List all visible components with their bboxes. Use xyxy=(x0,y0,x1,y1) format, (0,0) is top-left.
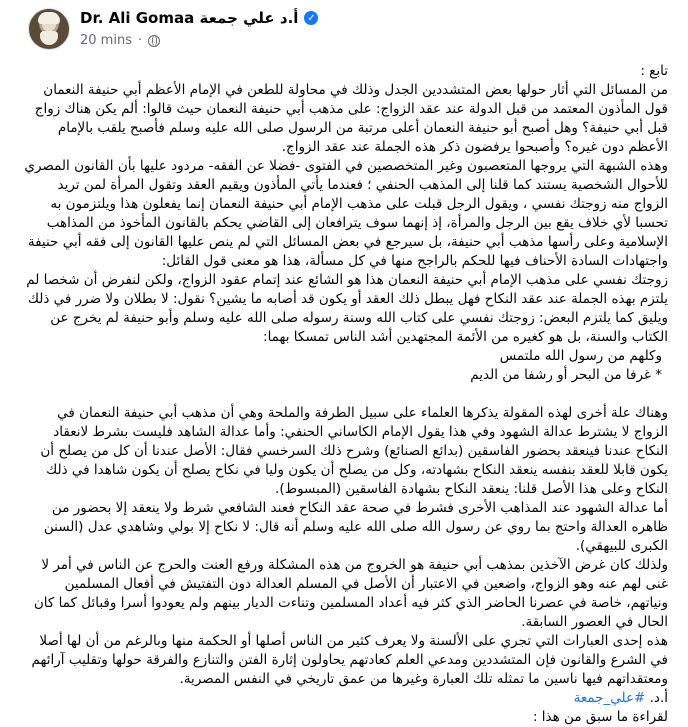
verse-line: * غرفا من البحر أو رشفا من الديم xyxy=(470,367,662,383)
author-row xyxy=(80,9,318,27)
read-previous-line: لقراءة ما سبق من هذا : xyxy=(532,709,668,725)
post-header xyxy=(14,0,674,62)
post-line: تابع : xyxy=(640,63,668,79)
post-paragraph: ولذلك كان غرض الآخذين بمذهب أبي حنيفة هو الخروج من هذه المشكلة ورفع العنت والحرج عن الناس في أمر لا غنى لهم عنه وهو الزواج، واضعين في الاعتبار أن الأصل في المسلم العدالة دون التفتيش في أفعال المسلمين ونياتهم، خاصة في عصرنا الحاضر الذي كثر فيه أعداد المسلمين وتناءت الديار بينهم ولم يعودوا أسرا وقبائل كما كان الحال في العصور السابقة. xyxy=(33,557,668,630)
paragraph-gap xyxy=(20,385,668,404)
post-paragraph: هذه إحدى العبارات التي تجري على الألسنة ولا يعرف كثير من الناس أصلها أو الحكمة منها وبالرغم من أن لها أصلا في الشرع والقانون فإن المتشددين ومدعي العلم كعادتهم يحاولون إثارة الفتن والتنازع والفرقة حولها وتقليب آرائهم ومعتقداتهم فيها ناسين ما تمثله تلك العبارة وغيرها من عمق تاريخي في النفس المصرية. xyxy=(31,633,668,687)
author-name[interactable]: Dr. Ali Gomaa أ.د علي جمعة xyxy=(80,9,299,27)
post-paragraph: وهناك علة أخرى لهذه المقولة يذكرها العلماء على سبيل الطرفة والملحة وهي أن مذهب أبي حنيفة النعمان في الزواج لا يشترط عدالة الشهود وفي هذا يقول الإمام الكاساني الحنفي: وأما عدالة الشاهد فليست بشرط لانعقاد النكاح عندنا فينعقد بحضور الفاسقين (بدائع الصنائع) وشرح ذلك السرخسي فقال: الأصل عندنا أن كل من يصلح أن يكون قابلا للعقد بنفسه ينعقد النكاح بشهادته، وكل من يصلح أن يكون وليا في نكاح يصلح أن يكون شاهدا في ذلك النكاح وعلى هذا الأصل قلنا: ينعقد النكاح بشهادة الفاسقين (المبسوط). xyxy=(40,405,668,497)
post-body xyxy=(14,62,674,727)
signature-prefix: أ.د. xyxy=(649,690,668,706)
post-paragraph: من المسائل التي أثار حولها بعض المتشددين الجدل وذلك في محاولة للطعن في الإمام الأعظم أبي حنيفة النعمان قول المأذون المعتمد من قبل الدولة عند عقد الزواج: على مذهب أبي حنيفة النعمان حيث قالوا: ألم يكن هناك زواج قبل أبي حنيفة؟ وهل أصبح أبو حنيفة النعمان أعلى مرتبة من الرسول صلى الله عليه وسلم فأصبح يلقب بالإمام الأعظم دون غيره؟ وأصبحوا يرفضون ذكر هذه الجملة عند عقد الزواج. xyxy=(34,82,668,155)
post-paragraph: أما عدالة الشهود عند المذاهب الأخرى فشرط في صحة عقد النكاح فعند الشافعي شرط ولا ينعقد إلا بحضور من ظاهره العدالة واحتج بما روي عن رسول الله صلى الله عليه وسلم أنه قال: لا نكاح إلا بولي وشاهدي عدل (السنن الكبرى للبيهقي). xyxy=(43,500,668,554)
verified-icon: ✓ xyxy=(304,11,318,25)
meta-separator: · xyxy=(137,33,143,48)
globe-icon[interactable] xyxy=(148,35,160,47)
avatar[interactable] xyxy=(28,8,70,50)
verse-line: وكلهم من رسول الله ملتمس xyxy=(499,348,662,364)
hashtag-link[interactable]: #علي_جمعة xyxy=(573,690,646,706)
avatar-turban xyxy=(38,12,60,24)
avatar-beard xyxy=(40,31,58,45)
post-paragraph: زوجتك نفسي على مذهب الإمام أبي حنيفة النعمان هذا هو الشائع عند إتمام عقود الزواج، ولكن لنفرض أن شخصا لم يلتزم بهذه الجملة عند عقد النكاح فهل يبطل ذلك العقد أو يكون قد أصابه ما يشين؟ نقول: لا بطلان ولا ضرر في ذلك ويليق كما يلتزم البعض: زوجتك نفسي على كتاب الله وسنة رسوله صلى الله عليه وسلم وأبو حنيفة لم يخرج عن الكتاب والسنة، بل هو كغيره من الأئمة المجتهدين أشد الناس تمسكا بهما: xyxy=(26,272,668,345)
post-meta xyxy=(80,33,160,48)
post-time[interactable]: 20 mins xyxy=(80,33,132,48)
post-paragraph: وهذه الشبهة التي يروجها المتعصبون وغير المتخصصين في الفتوى -فضلا عن الفقه- مردود عليها بأن القانون المصري للأحوال الشخصية يستند كما قلنا إلى المذهب الحنفي ؛ فعندما يأتي المأذون ويقيم العقد وتقول المرأة لمن تريد الزواج منه زوجتك نفسي ، ويقول الرجل قبلت على مذهب الإمام أبي حنيفة النعمان إنما يفعلون هذا ويلتزمون به تحسبا لأي خلاف يقع بين الرجل والمرأة، إذ إنهما سوف يترافعان إلى القاضي يحكم بالقانون المأخوذ من المذاهب الإسلامية وعلى رأسها مذهب أبي حنيفة، بل سيرجع في بعض المسائل التي لم ينص عليها القانون إلى فقه أبي حنيفة واجتهادات السادة الأحناف فيها للحكم بالراجح منها في كل مسألة، هذا هو معنى قول القائل: xyxy=(24,158,668,269)
signature-line xyxy=(20,689,668,708)
